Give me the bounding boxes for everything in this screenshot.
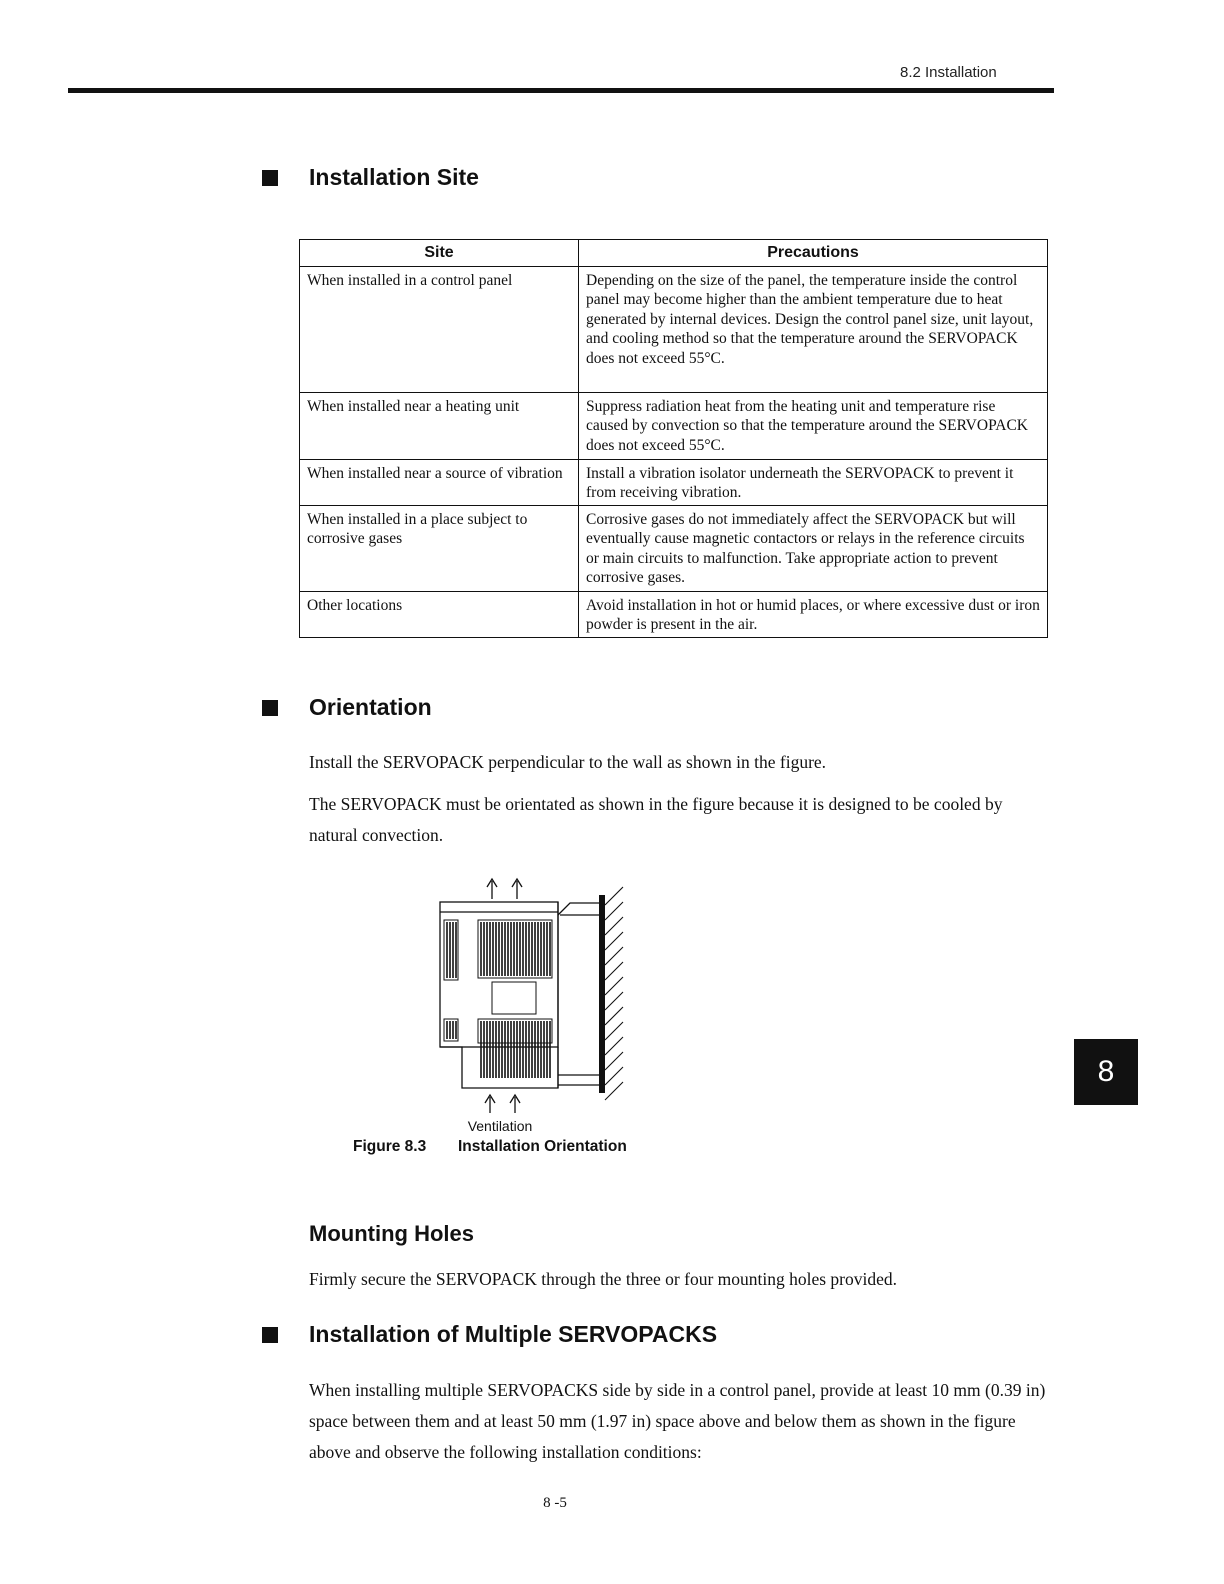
orientation-paragraph-1: Install the SERVOPACK perpendicular to the wall as shown in the figure. [309, 752, 827, 772]
table-row [300, 266, 1048, 392]
table-header-row [300, 240, 1048, 267]
installation-site-table [299, 239, 1048, 638]
multiple-servopacks-paragraph: When installing multiple SERVOPACKS side by side in a control panel, provide at least 10 mm (0.39 in) space between them and at least 50 mm (1.97 in) space above and below them as shown in the figure above and observe the following installation conditions: [309, 1380, 1046, 1462]
servopack-orientation-figure [420, 875, 640, 1115]
precaution-cell: Corrosive gases do not immediately affect the SERVOPACK but will eventually cause magnetic contactors or relays in the reference circuits or main circuits to malfunction. Take appropriate action to prevent corrosive gases. [579, 505, 1048, 591]
precaution-cell: Depending on the size of the panel, the temperature inside the control panel may become higher than the ambient temperature due to heat generated by internal devices. Design the control panel size, unit layout, and cooling method so that the temperature around the SERVOPACK does not exceed 55°C. [579, 266, 1048, 392]
sub-heading-mounting-holes: Mounting Holes [309, 1221, 474, 1246]
site-cell: When installed in a place subject to corrosive gases [300, 505, 579, 591]
mounting-holes-paragraph: Firmly secure the SERVOPACK through the three or four mounting holes provided. [309, 1269, 898, 1289]
square-bullet-icon [262, 1327, 278, 1343]
section-heading-text: Installation of Multiple SERVOPACKS [309, 1321, 718, 1347]
precaution-cell: Avoid installation in hot or humid places, or where excessive dust or iron powder is present in the air. [579, 591, 1048, 637]
table-row [300, 392, 1048, 459]
site-cell: When installed in a control panel [300, 266, 579, 392]
precaution-cell: Suppress radiation heat from the heating unit and temperature rise caused by convection so that the temperature around the SERVOPACK does not exceed 55°C. [579, 392, 1048, 459]
table-row [300, 459, 1048, 505]
table-row [300, 591, 1048, 637]
column-header-precautions: Precautions [579, 240, 1048, 267]
site-cell: When installed near a source of vibration [300, 459, 579, 505]
page-number: 8 -5 [543, 1495, 567, 1511]
section-heading-text: Orientation [309, 694, 432, 720]
site-cell: When installed near a heating unit [300, 392, 579, 459]
figure-caption [353, 1138, 627, 1156]
column-header-site: Site [300, 240, 579, 267]
square-bullet-icon [262, 170, 278, 186]
chapter-tab: 8 [1074, 1039, 1138, 1105]
figure-number: Figure 8.3 [353, 1138, 427, 1155]
section-heading-multiple-servopacks [262, 1321, 717, 1348]
section-heading-orientation [262, 694, 432, 721]
ventilation-label: Ventilation [467, 1118, 533, 1134]
running-head: 8.2 Installation [900, 64, 997, 81]
header-rule [68, 88, 1054, 93]
precaution-cell: Install a vibration isolator underneath the SERVOPACK to prevent it from receiving vibration. [579, 459, 1048, 505]
section-heading-installation-site [262, 164, 479, 191]
site-cell: Other locations [300, 591, 579, 637]
orientation-paragraph-2: The SERVOPACK must be orientated as shown in the figure because it is designed to be cooled by natural convection. [309, 794, 1003, 845]
figure-title: Installation Orientation [458, 1138, 627, 1155]
section-heading-text: Installation Site [309, 164, 479, 190]
square-bullet-icon [262, 700, 278, 716]
table-row [300, 505, 1048, 591]
